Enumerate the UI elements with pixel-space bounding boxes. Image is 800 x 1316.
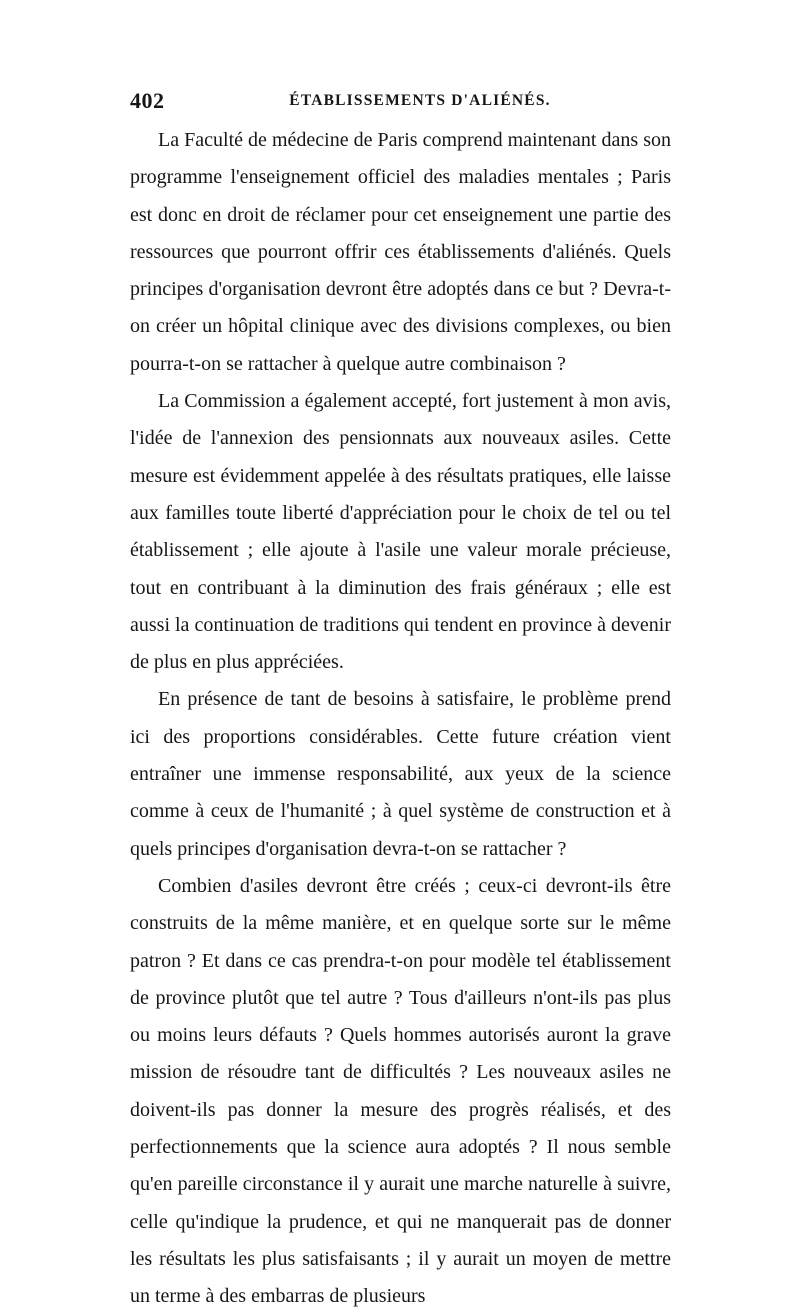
paragraph-2: La Commission a également accepté, fort justement à mon avis, l'idée de l'annexion des pensionnats aux nouveaux asiles. Cette mesure est évidemment appelée à des résultats pratiques, elle laisse aux familles toute liberté d'appréciation pour le choix de tel ou tel établissement ; elle ajoute à l'asile une valeur morale précieuse, tout en contribuant à la diminution des frais généraux ; elle est aussi la continuation de traditions qui tendent en province à devenir de plus en plus appréciées.: [130, 390, 671, 674]
running-title: ÉTABLISSEMENTS D'ALIÉNÉS.: [289, 92, 551, 109]
body-text: [130, 122, 671, 1316]
paragraph-4: Combien d'asiles devront être créés ; ceux-ci devront-ils être construits de la même manière, et en quelque sorte sur le même patron ? Et dans ce cas prendra-t-on pour modèle tel établissement de province plutôt que tel autre ? Tous d'ailleurs n'ont-ils pas plus ou moins leurs défauts ? Quels hommes autorisés auront la grave mission de résoudre tant de difficultés ? Les nouveaux asiles ne doivent-ils pas donner la mesure des progrès réalisés, et des perfectionnements que la science aura adoptés ? Il nous semble qu'en pareille circonstance il y aurait une marche naturelle à suivre, celle qu'indique la prudence, et qui ne manquerait pas de donner les résultats les plus satisfaisants ; il y aurait un moyen de mettre un terme à des embarras de plusieurs: [130, 874, 671, 1308]
paragraph-1: La Faculté de médecine de Paris comprend maintenant dans son programme l'enseignement officiel des maladies mentales ; Paris est donc en droit de réclamer pour cet enseignement une partie des ressources que pourront offrir ces établissements d'aliénés. Quels principes d'organisation devront être adoptés dans ce but ? Devra-t-on créer un hôpital clinique avec des divisions complexes, ou bien pourra-t-on se rattacher à quelque autre combinaison ?: [130, 129, 671, 375]
paragraph-3: En présence de tant de besoins à satisfaire, le problème prend ici des proportions considérables. Cette future création vient entraîner une immense responsabilité, aux yeux de la science comme à ceux de l'humanité ; à quel système de construction et à quels principes d'organisation devra-t-on se rattacher ?: [130, 688, 671, 860]
page-header: [130, 88, 670, 124]
page-number: 402: [130, 88, 165, 113]
